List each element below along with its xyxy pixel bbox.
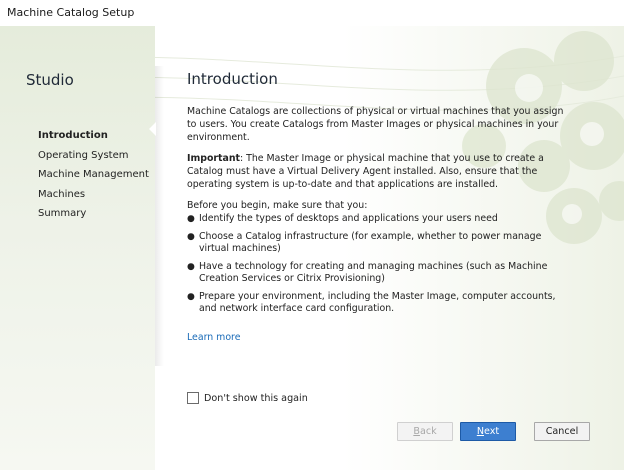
wizard-body <box>0 26 624 470</box>
before-begin-text: Before you begin, make sure that you: <box>187 200 368 211</box>
cancel-button[interactable]: Cancel <box>534 422 590 441</box>
list-item <box>187 231 567 256</box>
title-bar <box>0 0 624 27</box>
step-sidebar <box>0 26 155 470</box>
intro-content <box>187 70 567 321</box>
step-machines[interactable]: Machines <box>38 188 86 200</box>
next-button[interactable] <box>460 422 516 441</box>
page-title: Introduction <box>187 70 278 88</box>
step-introduction[interactable]: Introduction <box>38 130 108 141</box>
list-item-text: Identify the types of desktops and applications your users need <box>199 213 498 224</box>
sidebar-heading: Studio <box>26 71 74 89</box>
next-mnemonic: N <box>476 426 484 437</box>
learn-more-link[interactable]: Learn more <box>187 332 241 343</box>
important-label: Important <box>187 153 240 164</box>
step-summary[interactable]: Summary <box>38 208 87 219</box>
bullet-icon: ● <box>187 291 195 302</box>
list-item-text: Have a technology for creating and managing machines (such as Machine Creation Services or Citrix Provisioning) <box>199 260 548 284</box>
important-text: : The Master Image or physical machine that you use to create a Catalog must have a Virtual Delivery Agent installed. Also, ensure that the operating system is up-to-date and that applications are installed. <box>187 153 544 190</box>
prerequisite-list <box>187 213 567 316</box>
important-paragraph <box>187 152 567 191</box>
next-label-rest: ext <box>484 426 500 437</box>
bullet-icon: ● <box>187 261 195 272</box>
bullet-icon: ● <box>187 214 195 224</box>
step-machine-management[interactable]: Machine Management <box>38 169 149 180</box>
list-item <box>187 213 567 226</box>
window-title: Machine Catalog Setup <box>7 6 135 19</box>
back-mnemonic: B <box>413 426 420 437</box>
back-button[interactable] <box>397 422 453 441</box>
step-operating-system[interactable]: Operating System <box>38 149 129 161</box>
back-label-rest: ack <box>419 426 437 437</box>
dont-show-again-checkbox[interactable] <box>187 392 199 404</box>
dont-show-again-label: Don't show this again <box>204 392 308 404</box>
list-item-text: Choose a Catalog infrastructure (for example, whether to power manage virtual machines) <box>199 230 542 254</box>
step-list <box>38 129 149 227</box>
sidebar-shadow <box>155 66 164 366</box>
list-item <box>187 291 567 316</box>
bullet-icon: ● <box>187 231 195 242</box>
active-step-pointer-icon <box>149 122 156 136</box>
intro-paragraph: Machine Catalogs are collections of physical or virtual machines that you assign to users. You create Catalogs from Master Images or physical machines in your environment. <box>187 106 564 143</box>
list-item-text: Prepare your environment, including the Master Image, computer accounts, and network interface card configuration. <box>199 290 556 314</box>
list-item <box>187 261 567 286</box>
dont-show-again-option[interactable] <box>187 392 308 404</box>
